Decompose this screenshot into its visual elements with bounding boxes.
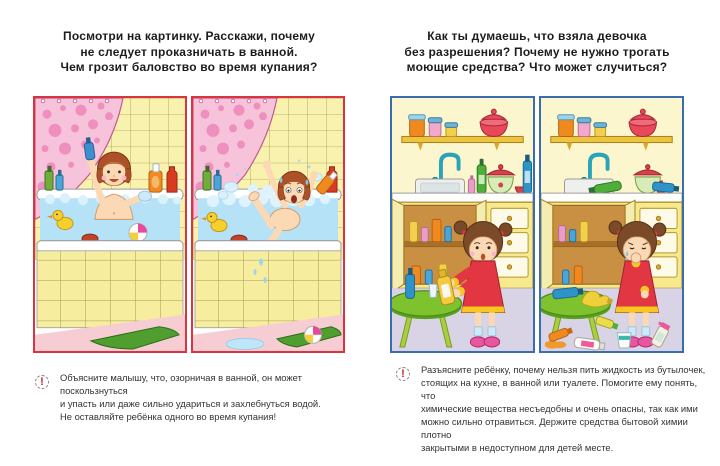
right-page-advice [421, 363, 711, 454]
sink-basin [420, 183, 459, 192]
kitchen-aftermath-scene [541, 98, 682, 351]
advice-line: Разъясните ребёнку, почему нельзя пить жидкость из бутылочек, [421, 364, 706, 375]
right-page-illustration [390, 96, 684, 353]
question-line: моющие средства? Что может случиться? [406, 60, 668, 74]
right-page-question [388, 29, 686, 76]
advice-line: и упасть или даже сильно удариться и захлебнуться водой. [60, 398, 321, 409]
left-page-advice [60, 371, 362, 423]
cabinet-door-open-left [392, 199, 404, 292]
sponge [139, 191, 152, 201]
question-line: без разрешения? Почему не нужно трогать [404, 44, 670, 59]
countertop [541, 193, 682, 202]
open-cabinet-interior [553, 205, 625, 284]
advice-line: закрытыми в недоступном для детей месте. [421, 442, 614, 453]
tub-side-tiles [37, 251, 183, 328]
advice-line: химические вещества несъедобны и очень опасны, так как ими [421, 403, 698, 414]
beach-ball [129, 223, 147, 241]
panel-girl-slipping [191, 96, 345, 353]
question-line: Как ты думаешь, что взяла девочка [427, 29, 647, 43]
question-line: Посмотри на картинку. Расскажи, почему [63, 29, 315, 43]
water-puddle [226, 338, 264, 349]
left-page-illustration [33, 96, 345, 353]
advice-line: стоящих на кухне, в ванной или туалете. Помогите ему понять, что [421, 377, 698, 401]
question-line: не следует проказничать в ванной. [80, 44, 298, 59]
panel-girl-feels-sick [539, 96, 684, 353]
exclamation-icon: ! [396, 367, 410, 381]
panel-girl-takes-bottle [390, 96, 535, 353]
cabinet-door-open-left [541, 199, 553, 292]
advice-line: Объясните малышу, что, озорничая в ванной, он может поскользнуться [60, 372, 302, 396]
orange-spill [545, 341, 567, 349]
exclamation-icon: ! [35, 375, 49, 389]
tub-side-tiles [195, 251, 341, 328]
left-page-question [33, 29, 345, 76]
advice-line: можно сильно отравиться. Держите средства бытовой химии плотно [421, 416, 688, 440]
kitchen-take-scene [392, 98, 533, 351]
bath-slip-scene [193, 98, 343, 351]
cup [617, 333, 631, 348]
question-line: Чем грозит баловство во время купания? [60, 60, 318, 74]
advice-line: Не оставляйте ребёнка одного во время купания! [60, 411, 277, 422]
hand-over-mouth [631, 253, 641, 263]
bath-calm-scene [35, 98, 185, 351]
panel-girl-bathing-calm [33, 96, 187, 353]
countertop [392, 193, 533, 202]
beach-ball [305, 326, 322, 343]
